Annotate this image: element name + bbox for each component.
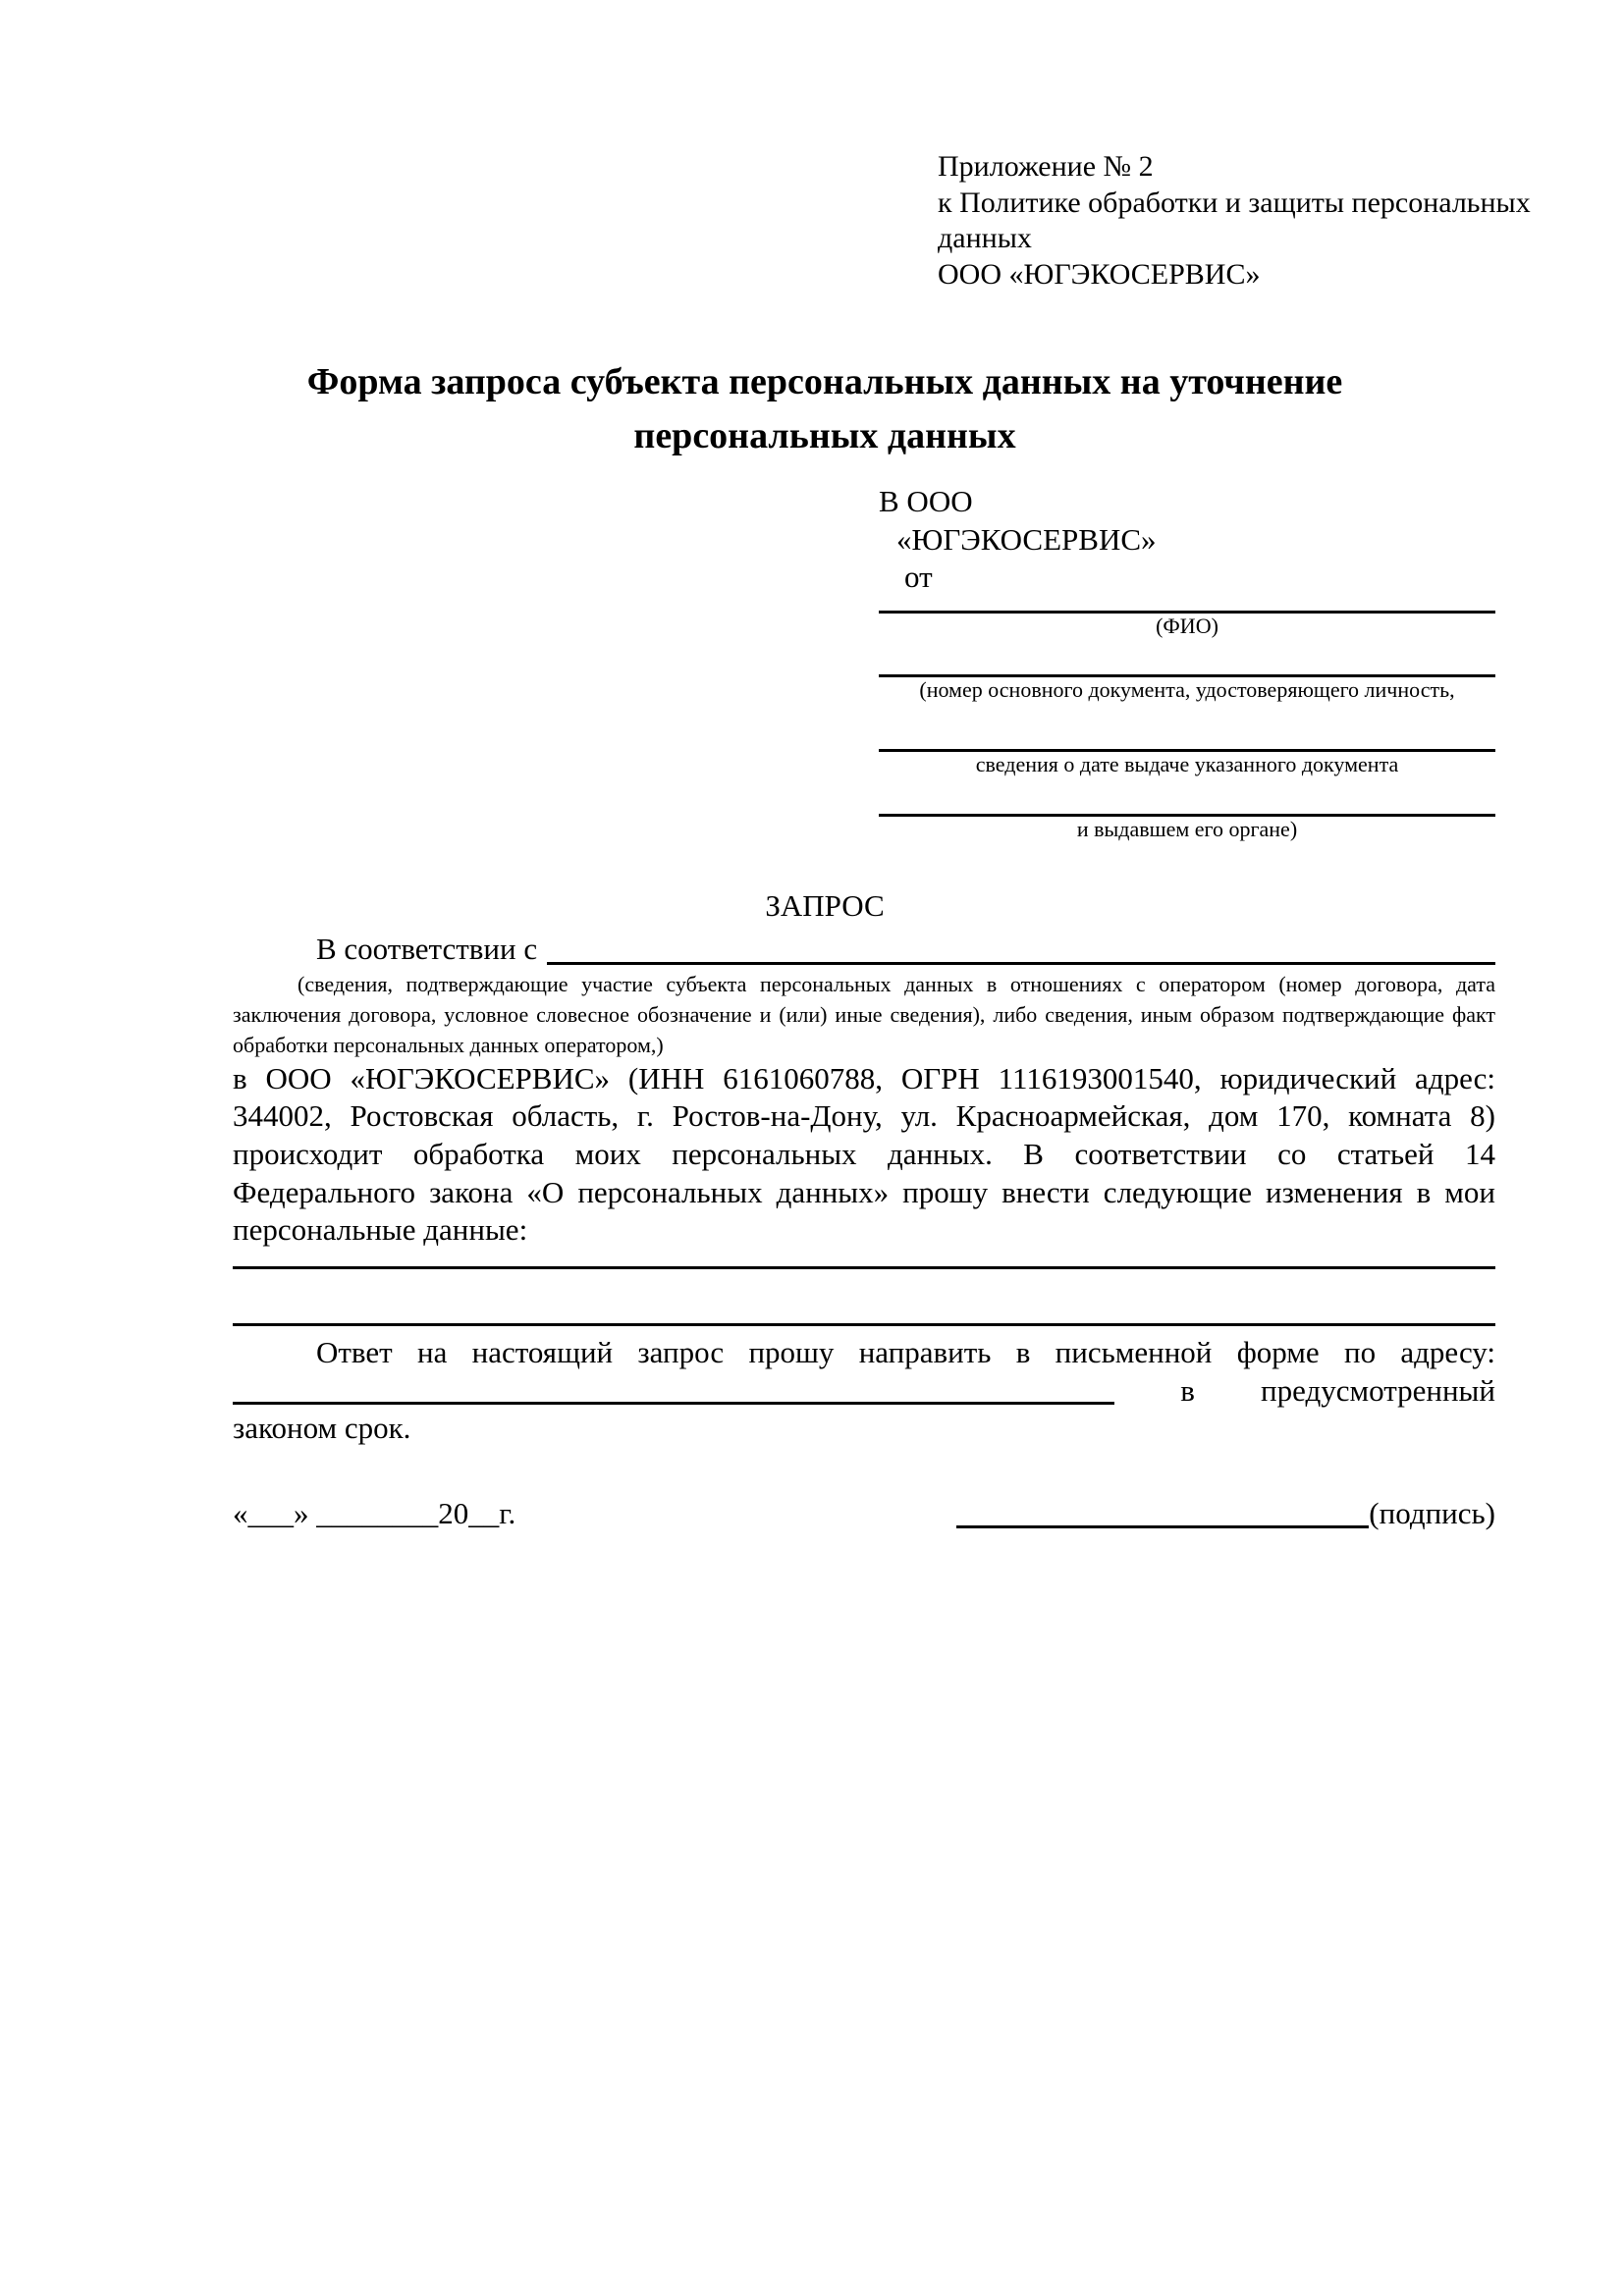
document-title bbox=[233, 355, 1417, 463]
request-body bbox=[233, 1060, 1495, 1251]
request-body-line: Федерального закона «О персональных данных» прошу внести следующие изменения в мои bbox=[233, 1174, 1495, 1209]
date-blank: «___» ________20__г. bbox=[233, 1496, 516, 1531]
recipient-to-line1: В ООО bbox=[879, 484, 973, 518]
request-body-line: персональные данные: bbox=[233, 1212, 528, 1248]
signature-caption: (подпись) bbox=[1369, 1496, 1495, 1531]
request-body-line: 344002, Ростовская область, г. Ростов-на-Дону, ул. Красноармейская, дом 170, комната 8) bbox=[233, 1098, 1495, 1134]
fio-caption: (ФИО) bbox=[1156, 614, 1218, 639]
signature-field-line bbox=[956, 1525, 1369, 1528]
footnote-line: обработки персональных данных оператором,) bbox=[233, 1032, 664, 1057]
changes-field-line-2 bbox=[233, 1269, 1495, 1326]
recipient-to-line2: «ЮГЭКОСЕРВИС» bbox=[896, 521, 1157, 557]
annex-header-line: Приложение № 2 bbox=[938, 150, 1154, 183]
identity-document-caption: (номер основного документа, удостоверяющего личность, bbox=[919, 677, 1455, 703]
reply-address-row bbox=[233, 1372, 1495, 1411]
annex-header bbox=[938, 149, 1531, 293]
changes-field-line-1 bbox=[233, 1250, 1495, 1269]
address-field-line bbox=[233, 1402, 1114, 1405]
recipient-block bbox=[879, 483, 1495, 842]
request-body-line: происходит обработка моих персональных данных. В соответствии со статьей 14 bbox=[233, 1136, 1495, 1171]
date-signature-row bbox=[233, 1495, 1495, 1533]
footnote bbox=[233, 969, 1495, 1060]
request-body-line: в ООО «ЮГЭКОСЕРВИС» (ИНН 6161060788, ОГРН 1116193001540, юридический адрес: bbox=[233, 1060, 1495, 1095]
issue-date-field-line bbox=[879, 703, 1495, 752]
signature-group bbox=[956, 1495, 1495, 1533]
relation-details-field-line bbox=[547, 962, 1495, 965]
annex-header-line: к Политике обработки и защиты персональных bbox=[938, 186, 1531, 219]
intro-row bbox=[233, 931, 1495, 969]
reply-address-line1: Ответ на настоящий запрос прошу направить в письменной форме по адресу: bbox=[316, 1335, 1495, 1370]
reply-word-v: в bbox=[1180, 1372, 1195, 1408]
issuer-caption: и выдавшем его органе) bbox=[1076, 817, 1298, 842]
fio-field-line bbox=[879, 597, 1495, 614]
intro-prefix: В соответствии с bbox=[316, 931, 538, 966]
annex-header-line: ООО «ЮГЭКОСЕРВИС» bbox=[938, 257, 1261, 291]
footnote-line: заключения договора, условное словесное обозначение и (или) иные сведения), либо сведения, иным образом подтверждающие факт bbox=[233, 1001, 1495, 1027]
reply-address-line3: законом срок. bbox=[233, 1411, 411, 1446]
issuer-field-line bbox=[879, 777, 1495, 817]
request-heading: ЗАПРОС bbox=[765, 888, 885, 924]
document-title-line2: персональных данных bbox=[633, 415, 1016, 456]
annex-header-line: данных bbox=[938, 222, 1032, 254]
identity-document-field-line bbox=[879, 639, 1495, 677]
issue-date-caption: сведения о дате выдаче указанного документа bbox=[975, 752, 1399, 777]
recipient-from-label: от bbox=[904, 560, 933, 595]
document-title-line1: Форма запроса субъекта персональных данных на уточнение bbox=[306, 361, 1343, 402]
reply-word-term: предусмотренный bbox=[1261, 1372, 1495, 1408]
footnote-line: (сведения, подтверждающие участие субъекта персональных данных в отношениях с оператором (номер договора, дата bbox=[298, 971, 1495, 996]
